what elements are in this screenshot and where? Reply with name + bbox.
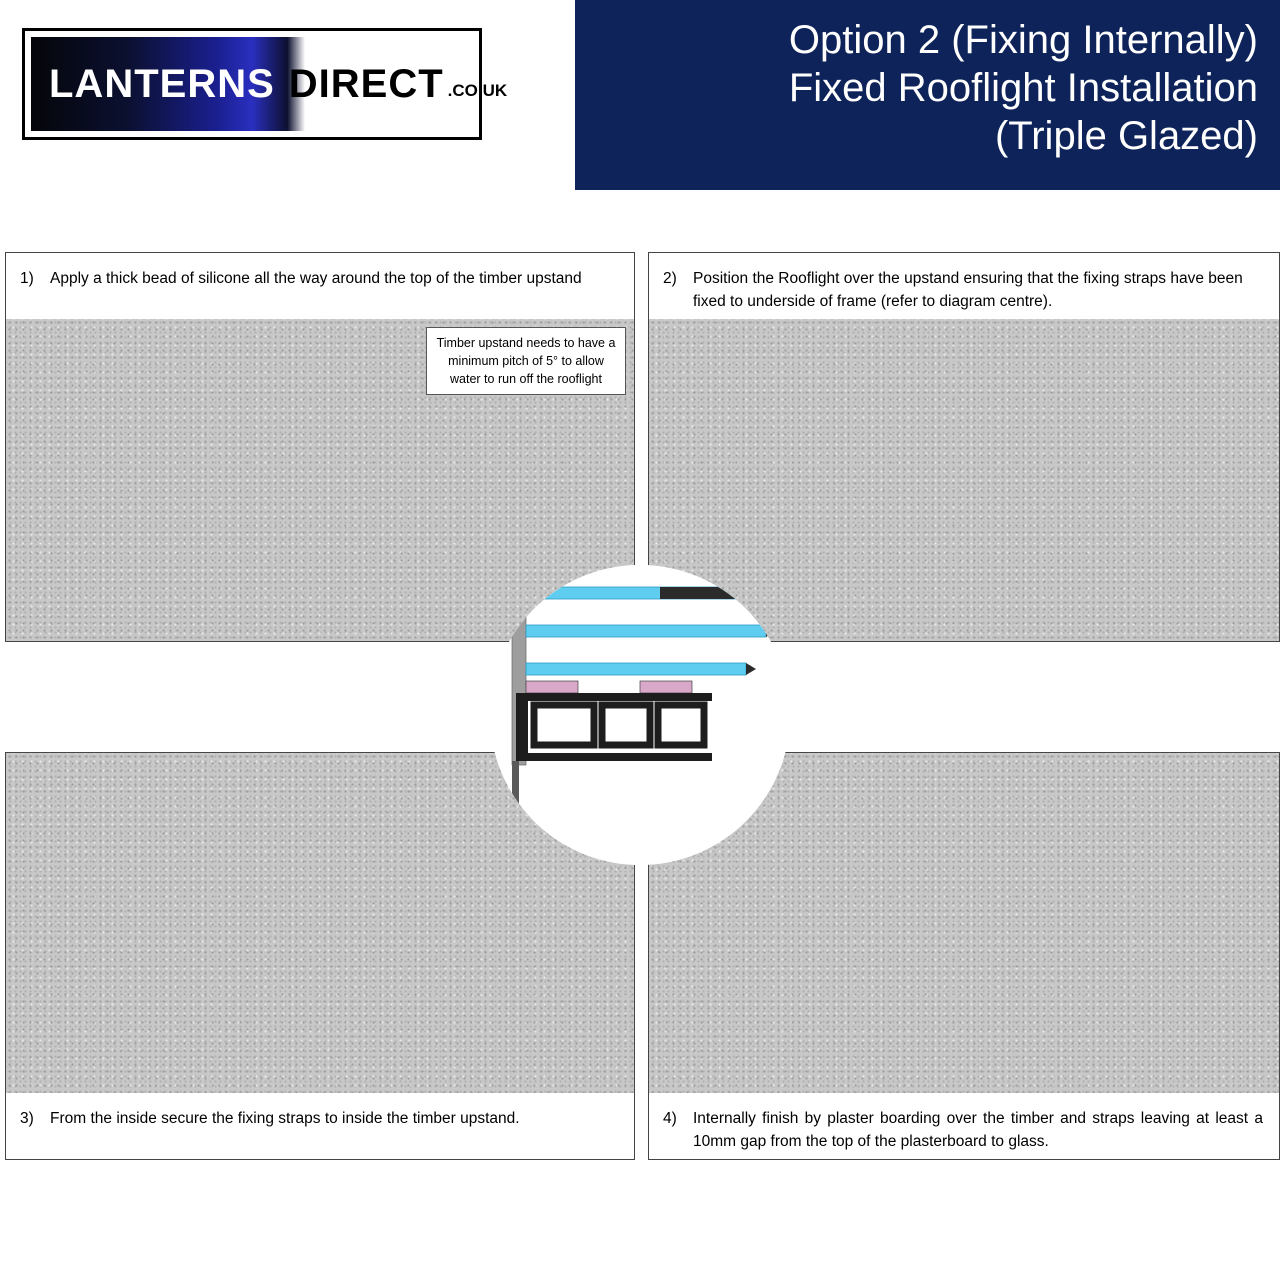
logo-word-lanterns: LANTERNS (49, 61, 275, 106)
step-2-caption (649, 253, 1279, 319)
step-1-note: Timber upstand needs to have a minimum pitch of 5° to allow water to run off the rooflight (426, 327, 626, 395)
step-4-number: 4) (663, 1110, 677, 1127)
step-2-number: 2) (663, 270, 677, 287)
step-1-text: Apply a thick bead of silicone all the way around the top of the timber upstand (50, 270, 582, 287)
logo-word-domain: .CO.UK (447, 81, 508, 100)
step-1-number: 1) (20, 270, 34, 287)
step-1-caption (6, 253, 634, 319)
step-3-number: 3) (20, 1110, 34, 1127)
step-4-text: Internally finish by plaster boarding over the timber and straps leaving at least a 10mm gap from the top of the plasterboard to glass. (693, 1110, 1263, 1150)
title-line-1: Option 2 (Fixing Internally) (788, 18, 1258, 62)
title-banner (575, 0, 1280, 190)
step-2-text: Position the Rooflight over the upstand ensuring that the fixing straps have been fixed to underside of frame (refer to diagram centre). (693, 270, 1243, 310)
step-3-text: From the inside secure the fixing straps to inside the timber upstand. (50, 1110, 520, 1127)
company-logo (22, 28, 508, 140)
page-header (0, 0, 1280, 190)
logo-inner (31, 37, 508, 131)
section-detail-callout (490, 565, 790, 865)
logo-word-direct: DIRECT (288, 61, 444, 106)
step-4-caption (649, 1093, 1279, 1159)
glazing-section-detail (490, 565, 790, 865)
step-3-caption (6, 1093, 634, 1159)
title-line-3: (Triple Glazed) (994, 114, 1258, 158)
title-line-2: Fixed Rooflight Installation (788, 66, 1258, 110)
